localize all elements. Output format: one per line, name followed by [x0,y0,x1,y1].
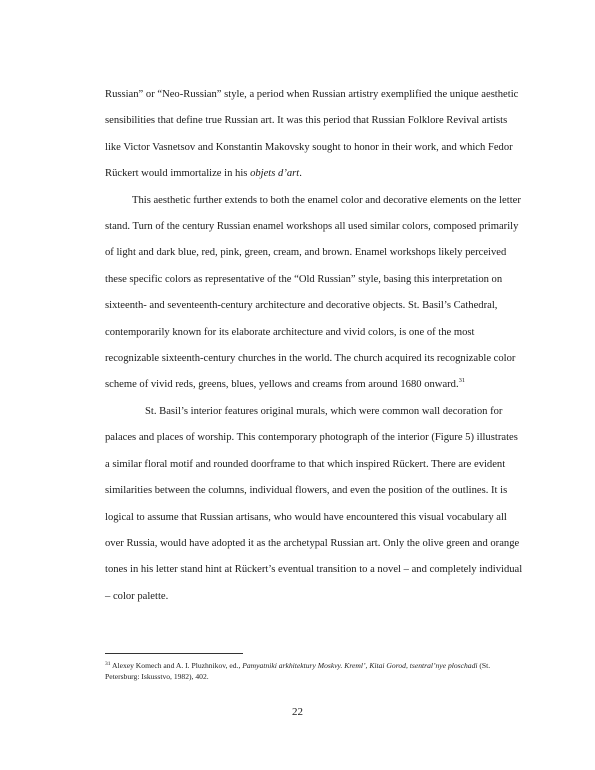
paragraph-2-text: This aesthetic further extends to both the enamel color and decorative elements on the letter stand. Turn of the century Russian enamel workshops all used similar colors, composed primarily of light and dark blue, red, pink, green, cream, and brown. Enamel workshops likely perceived these specific colors as representative of the “Old Russian” style, basing this interpretation on sixteenth- and seventeenth-century architecture and decorative objects. St. Basil’s Cathedral, contemporarily known for its elaborate architecture and vivid colors, is one of the most recognizable sixteenth-century churches in the world. The church acquired its recognizable color scheme of vivid reds, greens, blues, yellows and creams from around 1680 onward. [105,194,521,391]
paragraph-2 [105,188,523,399]
paragraph-1-italic: objets d’art [250,168,300,180]
footnote-divider [105,653,243,654]
paragraph-1-text: Russian” or “Neo-Russian” style, a period when Russian artistry exemplified the unique aesthetic sensibilities that define true Russian art. It was this period that Russian Folklore Revival artists like Victor Vasnetsov and Konstantin Makovsky sought to honor in their work, and which Fedor Rückert would immortalize in his [105,89,519,180]
paragraph-1 [105,82,523,188]
paragraph-3 [105,399,523,610]
footnote-ref-31: 31 [458,377,466,385]
footnote-31 [105,660,525,682]
footnote-title-italic: Pamyatniki arkhitektury Moskvy. Kreml’, Kitai Gorod, tsentral’nye ploschadi [242,661,478,670]
page-number: 22 [292,706,303,718]
body-text [105,82,523,610]
paragraph-1-end: . [299,168,302,180]
paragraph-3-text: St. Basil’s interior features original murals, which were common wall decoration for palaces and places of worship. This contemporary photograph of the interior (Figure 5) illustrates a similar floral motif and rounded doorframe to that which inspired Rückert. There are evident similarities between the columns, individual flowers, and even the position of the outlines. It is logical to assume that Russian artisans, who would have encountered this visual vocabulary all over Russia, would have adopted it as the archetypal Russian art. Only the olive green and orange tones in his letter stand hint at Rückert’s eventual transition to a novel – and completely individual – color palette. [105,405,523,602]
footnote-text: Alexey Komech and A. I. Pluzhnikov, ed., [110,661,243,670]
footnote-citation: (St. Petersburg: Iskusstvo, 1982), 402. [105,661,491,681]
footnote-number: 31 [105,661,111,667]
